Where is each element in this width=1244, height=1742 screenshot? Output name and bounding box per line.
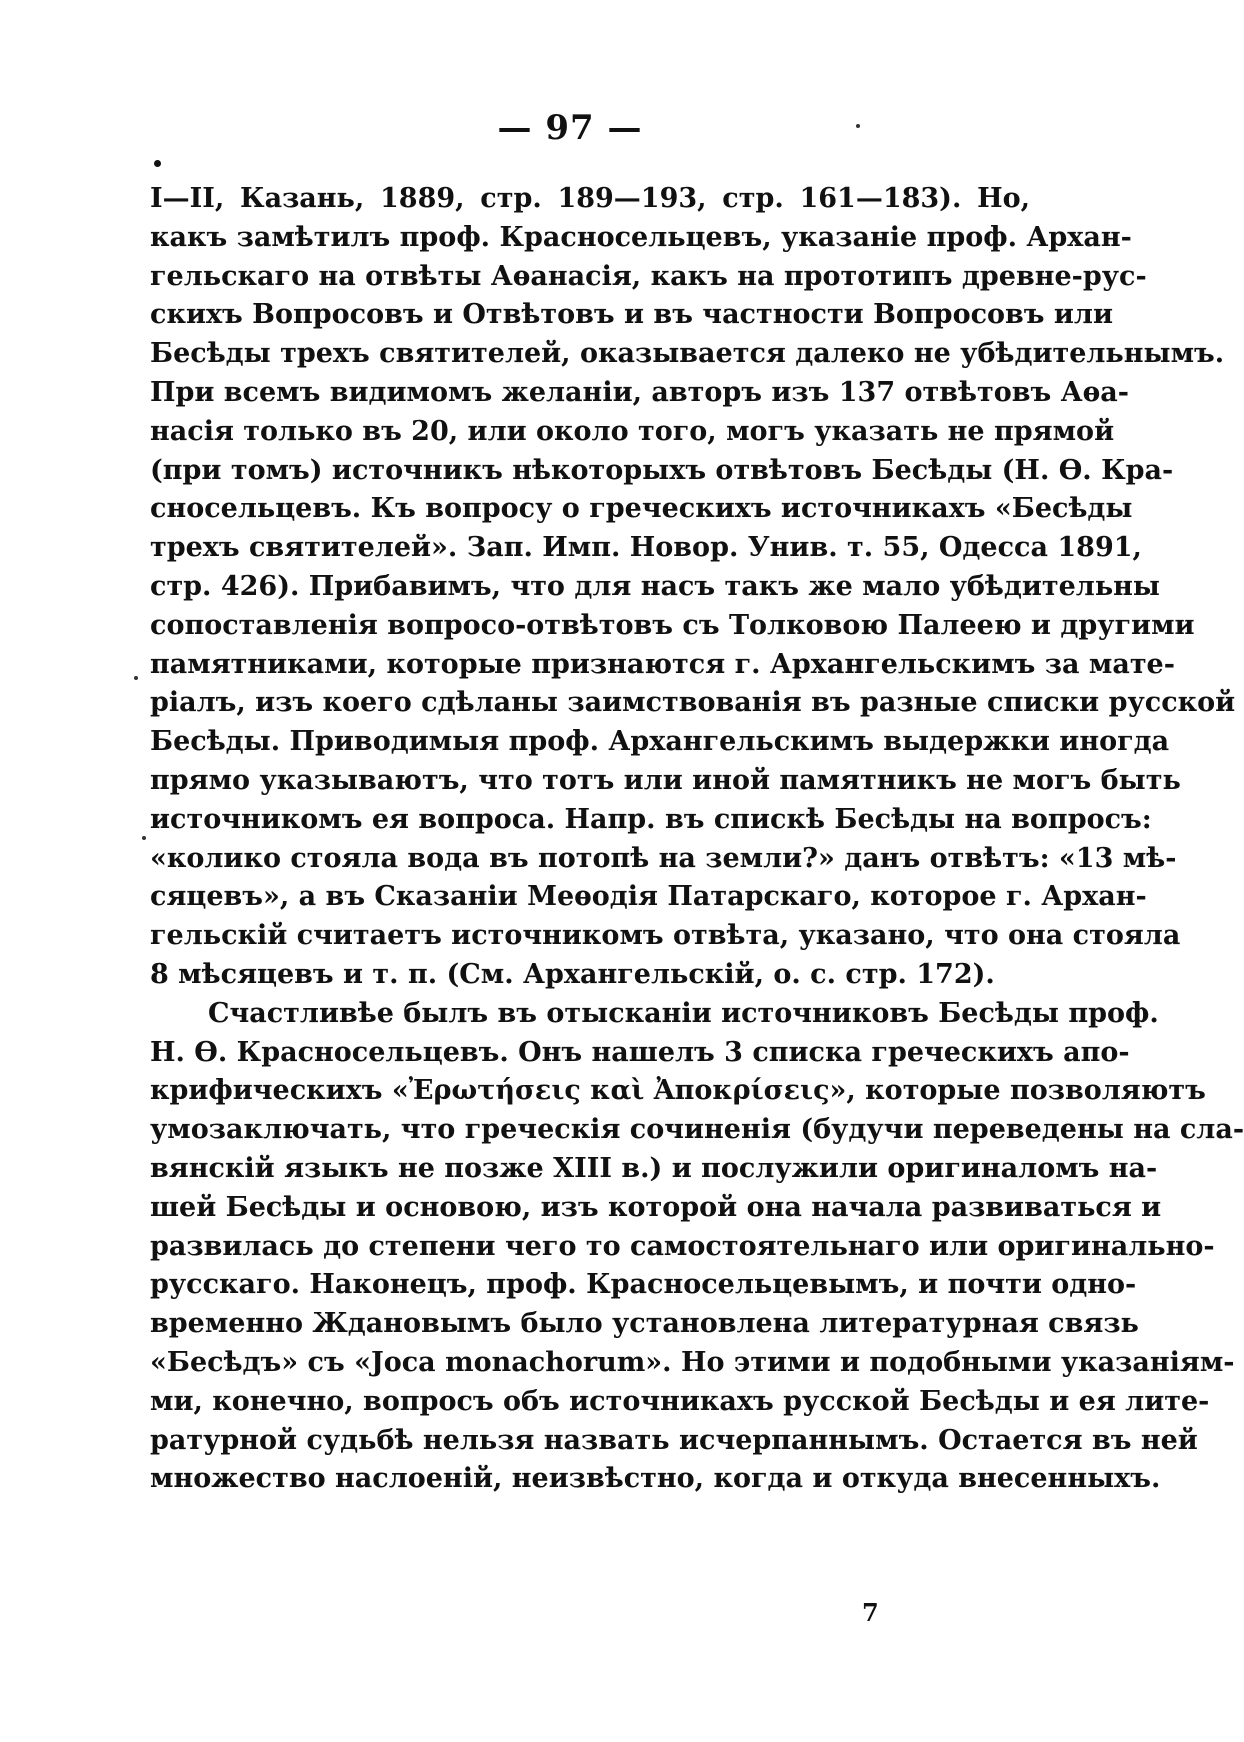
text-line: 8 мѣсяцевъ и т. п. (См. Архангельскій, о. с. стр. 172). xyxy=(150,958,995,990)
text-line: стр. 426). Прибавимъ, что для насъ такъ же мало убѣдительны xyxy=(150,570,1160,602)
text-line: При всемъ видимомъ желаніи, авторъ изъ 137 отвѣтовъ Аѳа- xyxy=(150,376,1129,408)
margin-speck xyxy=(142,836,146,840)
text-line: крифическихъ «Ἐρωτήσεις καὶ Ἀποκρίσεις», которые позволяютъ xyxy=(150,1075,1206,1107)
text-line: ратурной судьбѣ нельзя назвать исчерпаннымъ. Остается въ ней xyxy=(150,1424,1198,1456)
text-line: I—II, Казань, 1889, стр. 189—193, стр. 161—183). Но, xyxy=(150,183,1030,214)
margin-speck xyxy=(134,676,138,680)
text-line: скихъ Вопросовъ и Отвѣтовъ и въ частности Вопросовъ или xyxy=(150,299,1113,331)
paragraph-1 xyxy=(150,180,1236,995)
text-line: гельскій считаетъ источникомъ отвѣта, указано, что она стояла xyxy=(150,920,1181,952)
text-line: развилась до степени чего то самостоятельнаго или оригинально- xyxy=(150,1230,1215,1262)
text-line: трехъ святителей». Зап. Имп. Новор. Унив. т. 55, Одесса 1891, xyxy=(150,532,1142,564)
page-number: — 97 — xyxy=(497,108,643,148)
text-line: (при томъ) источникъ нѣкоторыхъ отвѣтовъ Бесѣды (Н. Ѳ. Кра- xyxy=(150,454,1174,486)
margin-speck xyxy=(856,124,860,128)
text-line: Бесѣды. Приводимыя проф. Архангельскимъ выдержки иногда xyxy=(150,726,1170,758)
text-line: гельскаго на отвѣты Аѳанасія, какъ на прототипъ древне-рус- xyxy=(150,260,1147,292)
body-text xyxy=(150,180,1244,1499)
text-line: ми, конечно, вопросъ объ источникахъ русской Бесѣды и ея лите- xyxy=(150,1385,1210,1417)
text-line: Н. Ѳ. Красносельцевъ. Онъ нашелъ 3 списка греческихъ апо- xyxy=(150,1036,1130,1068)
text-line: ріалъ, изъ коего сдѣланы заимствованія въ разные списки русской xyxy=(150,687,1236,719)
text-line: «Бесѣдъ» съ «Joca monachorum». Но этими и подобными указаніям- xyxy=(150,1346,1235,1378)
text-line: вянскій языкъ не позже XIII в.) и послужили оригиналомъ на- xyxy=(150,1152,1158,1184)
text-line: временно Ждановымъ было установлена литературная связь xyxy=(150,1308,1139,1340)
text-line: Бесѣды трехъ святителей, оказывается далеко не убѣдительнымъ. xyxy=(150,338,1225,370)
text-line: русскаго. Наконецъ, проф. Красносельцевымъ, и почти одно- xyxy=(150,1269,1137,1301)
text-line: сопоставленія вопросо-отвѣтовъ съ Толковою Палеею и другими xyxy=(150,609,1195,641)
signature-mark: 7 xyxy=(862,1598,879,1627)
ink-dot xyxy=(154,160,161,167)
text-line: насія только въ 20, или около того, могъ указать не прямой xyxy=(150,415,1115,447)
text-line: множество наслоеній, неизвѣстно, когда и откуда внесенныхъ. xyxy=(150,1463,1161,1495)
text-line: умозаключать, что греческія сочиненія (будучи переведены на сла- xyxy=(150,1114,1244,1146)
text-line: прямо указываютъ, что тотъ или иной памятникъ не могъ быть xyxy=(150,764,1181,796)
text-line: «колико стояла вода въ потопѣ на земли?» данъ отвѣтъ: «13 мѣ- xyxy=(150,842,1177,874)
text-line: памятниками, которые признаются г. Архангельскимъ за мате- xyxy=(150,648,1175,680)
paragraph-2 xyxy=(150,995,1244,1499)
text-line: источникомъ ея вопроса. Напр. въ спискѣ Бесѣды на вопросъ: xyxy=(150,803,1152,835)
text-line: сяцевъ», а въ Сказаніи Меѳодія Патарскаго, которое г. Архан- xyxy=(150,881,1147,913)
text-line: Счастливѣе былъ въ отысканіи источниковъ Бесѣды проф. xyxy=(208,997,1159,1029)
text-line: сносельцевъ. Къ вопросу о греческихъ источникахъ «Бесѣды xyxy=(150,493,1133,525)
text-line: шей Бесѣды и основою, изъ которой она начала развиваться и xyxy=(150,1191,1162,1223)
text-line: какъ замѣтилъ проф. Красносельцевъ, указаніе проф. Архан- xyxy=(150,221,1132,253)
